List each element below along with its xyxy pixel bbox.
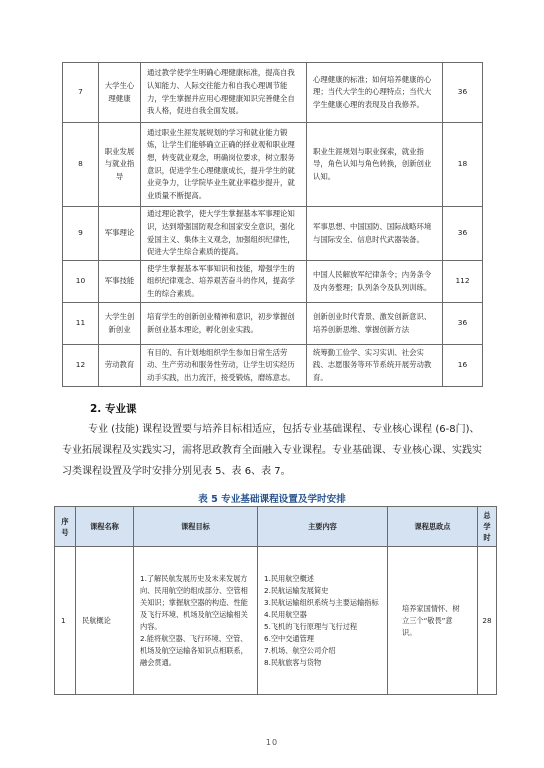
course-goal: 1.了解民航发展历史及未来发展方向、民用航空的组成部分、空管相关知识；掌握航空器的构造、性能及飞行环境、机场及航空运输相关内容。 2.能将航空器、飞行环境、空管、机场及航空运输各知识点相联系，融会贯通。 xyxy=(134,547,258,695)
table-row xyxy=(63,123,483,207)
table-row xyxy=(63,63,483,123)
course-content: 创新创业时代背景、激发创新意识、培养创新思维、掌握创新方法 xyxy=(307,303,443,345)
course-content: 中国人民解放军纪律条令；内务条令及内务整理；队列条令及队列训练。 xyxy=(307,261,443,303)
course-content: 职业生涯规划与职业探索，就业指导，角色认知与角色转换，创新创业认知。 xyxy=(307,123,443,207)
header-content: 主要内容 xyxy=(258,507,388,547)
table-caption: 表 5 专业基础课程设置及学时安排 xyxy=(198,494,346,505)
row-number: 7 xyxy=(63,63,99,123)
row-number: 8 xyxy=(63,123,99,207)
content-item: 6.空中交通管理 xyxy=(264,633,314,643)
row-number: 12 xyxy=(63,345,99,387)
course-goal: 使学生掌握基本军事知识和技能，增强学生的组织纪律观念、培养艰苦奋斗的作风，提高学生的综合素质。 xyxy=(141,261,307,303)
content-item: 7.机场、航空公司介绍 xyxy=(264,645,336,655)
course-hours: 36 xyxy=(443,63,483,123)
course-content: 统筹勤工俭学、实习实训、社会实践、志愿服务等环节系统开展劳动教育。 xyxy=(307,345,443,387)
course-hours: 28 xyxy=(478,547,497,695)
course-name: 大学生心理健康 xyxy=(99,63,141,123)
row-number: 1 xyxy=(55,547,76,695)
course-name: 大学生创新创业 xyxy=(99,303,141,345)
content-item: 8.民航旅客与货物 xyxy=(264,657,322,667)
paragraph-text: 专业 (技能) 课程设置要与培养目标相适应，包括专业基础课程、专业核心课程 (6-8门)、专业拓展课程及实践实习，需将思政教育全面融入专业课程。专业基础课、专业核心课、实践实习类课程设置及学时安排分别见表 5、表 6、表 7。 xyxy=(62,424,482,477)
body-paragraph xyxy=(62,419,486,482)
table-row xyxy=(63,207,483,261)
course-goal: 通过职业生涯发展规划的学习和就业能力锻炼，让学生们能够确立正确的择业观和职业理想，转变就业观念，明确岗位要求，树立服务意识，促进学生心理健康成长，提升学生的就业竞争力，让学院毕业生就业率稳步提升，就业质量不断提高。 xyxy=(141,123,307,207)
table-row xyxy=(63,303,483,345)
course-hours: 36 xyxy=(443,303,483,345)
header-ideology: 课程思政点 xyxy=(388,507,478,547)
general-course-table xyxy=(62,62,483,387)
course-goal: 培育学生的创新创业精神和意识，初步掌握创新创业基本理论，孵化创业实践。 xyxy=(141,303,307,345)
content-item: 2.民航运输发展简史 xyxy=(264,585,329,595)
row-number: 9 xyxy=(63,207,99,261)
course-ideology: 培养家国情怀、树立三个“敬畏”意识。 xyxy=(388,547,478,695)
header-goal: 课程目标 xyxy=(134,507,258,547)
content-item: 4.民用航空器 xyxy=(264,609,307,619)
course-name: 民航概论 xyxy=(76,547,134,695)
course-name: 劳动教育 xyxy=(99,345,141,387)
content-item: 3.民航运输组织系统与主要运输指标 xyxy=(264,597,379,607)
table-row xyxy=(63,261,483,303)
header-num: 序号 xyxy=(55,507,76,547)
course-goal: 通过理论教学，使大学生掌握基本军事理论知识，达到增强国防观念和国家安全意识，强化爱国主义、集体主义观念，加强组织纪律性，促进大学生综合素质的提高。 xyxy=(141,207,307,261)
header-name: 课程名称 xyxy=(76,507,134,547)
content-item: 1.民用航空概述 xyxy=(264,573,314,583)
table-row xyxy=(63,345,483,387)
section-heading: 2. 专业课 xyxy=(90,403,137,415)
row-number: 11 xyxy=(63,303,99,345)
course-name: 军事技能 xyxy=(99,261,141,303)
content-item: 5.飞机的飞行原理与飞行过程 xyxy=(264,621,358,631)
course-content xyxy=(258,547,388,695)
course-hours: 112 xyxy=(443,261,483,303)
page-number: 10 xyxy=(265,738,279,747)
course-goal: 有目的、有计划地组织学生参加日常生活劳动、生产劳动和服务性劳动，让学生切实经历动手实践，出力流汗，接受锻炼，磨练意志。 xyxy=(141,345,307,387)
course-goal: 通过教学使学生明确心理健康标准，提高自我认知能力、人际交往能力和自我心理调节能力，学生掌握并应用心理健康知识完善健全自我人格，促进自我全面发展。 xyxy=(141,63,307,123)
row-number: 10 xyxy=(63,261,99,303)
professional-foundation-course-table xyxy=(54,506,497,695)
course-hours: 36 xyxy=(443,207,483,261)
course-hours: 16 xyxy=(443,345,483,387)
table-row xyxy=(55,547,497,695)
course-hours: 18 xyxy=(443,123,483,207)
header-hours: 总学时 xyxy=(478,507,497,547)
course-content: 军事思想、中国国防、国际战略环境与国际安全、信息时代武器装备。 xyxy=(307,207,443,261)
course-name: 军事理论 xyxy=(99,207,141,261)
course-content: 心理健康的标准；如何培养健康的心理；当代大学生的心理特点；当代大学生健康心理的表现及自我修养。 xyxy=(307,63,443,123)
course-name: 职业发展与就业指导 xyxy=(99,123,141,207)
table-header-row xyxy=(55,507,497,547)
